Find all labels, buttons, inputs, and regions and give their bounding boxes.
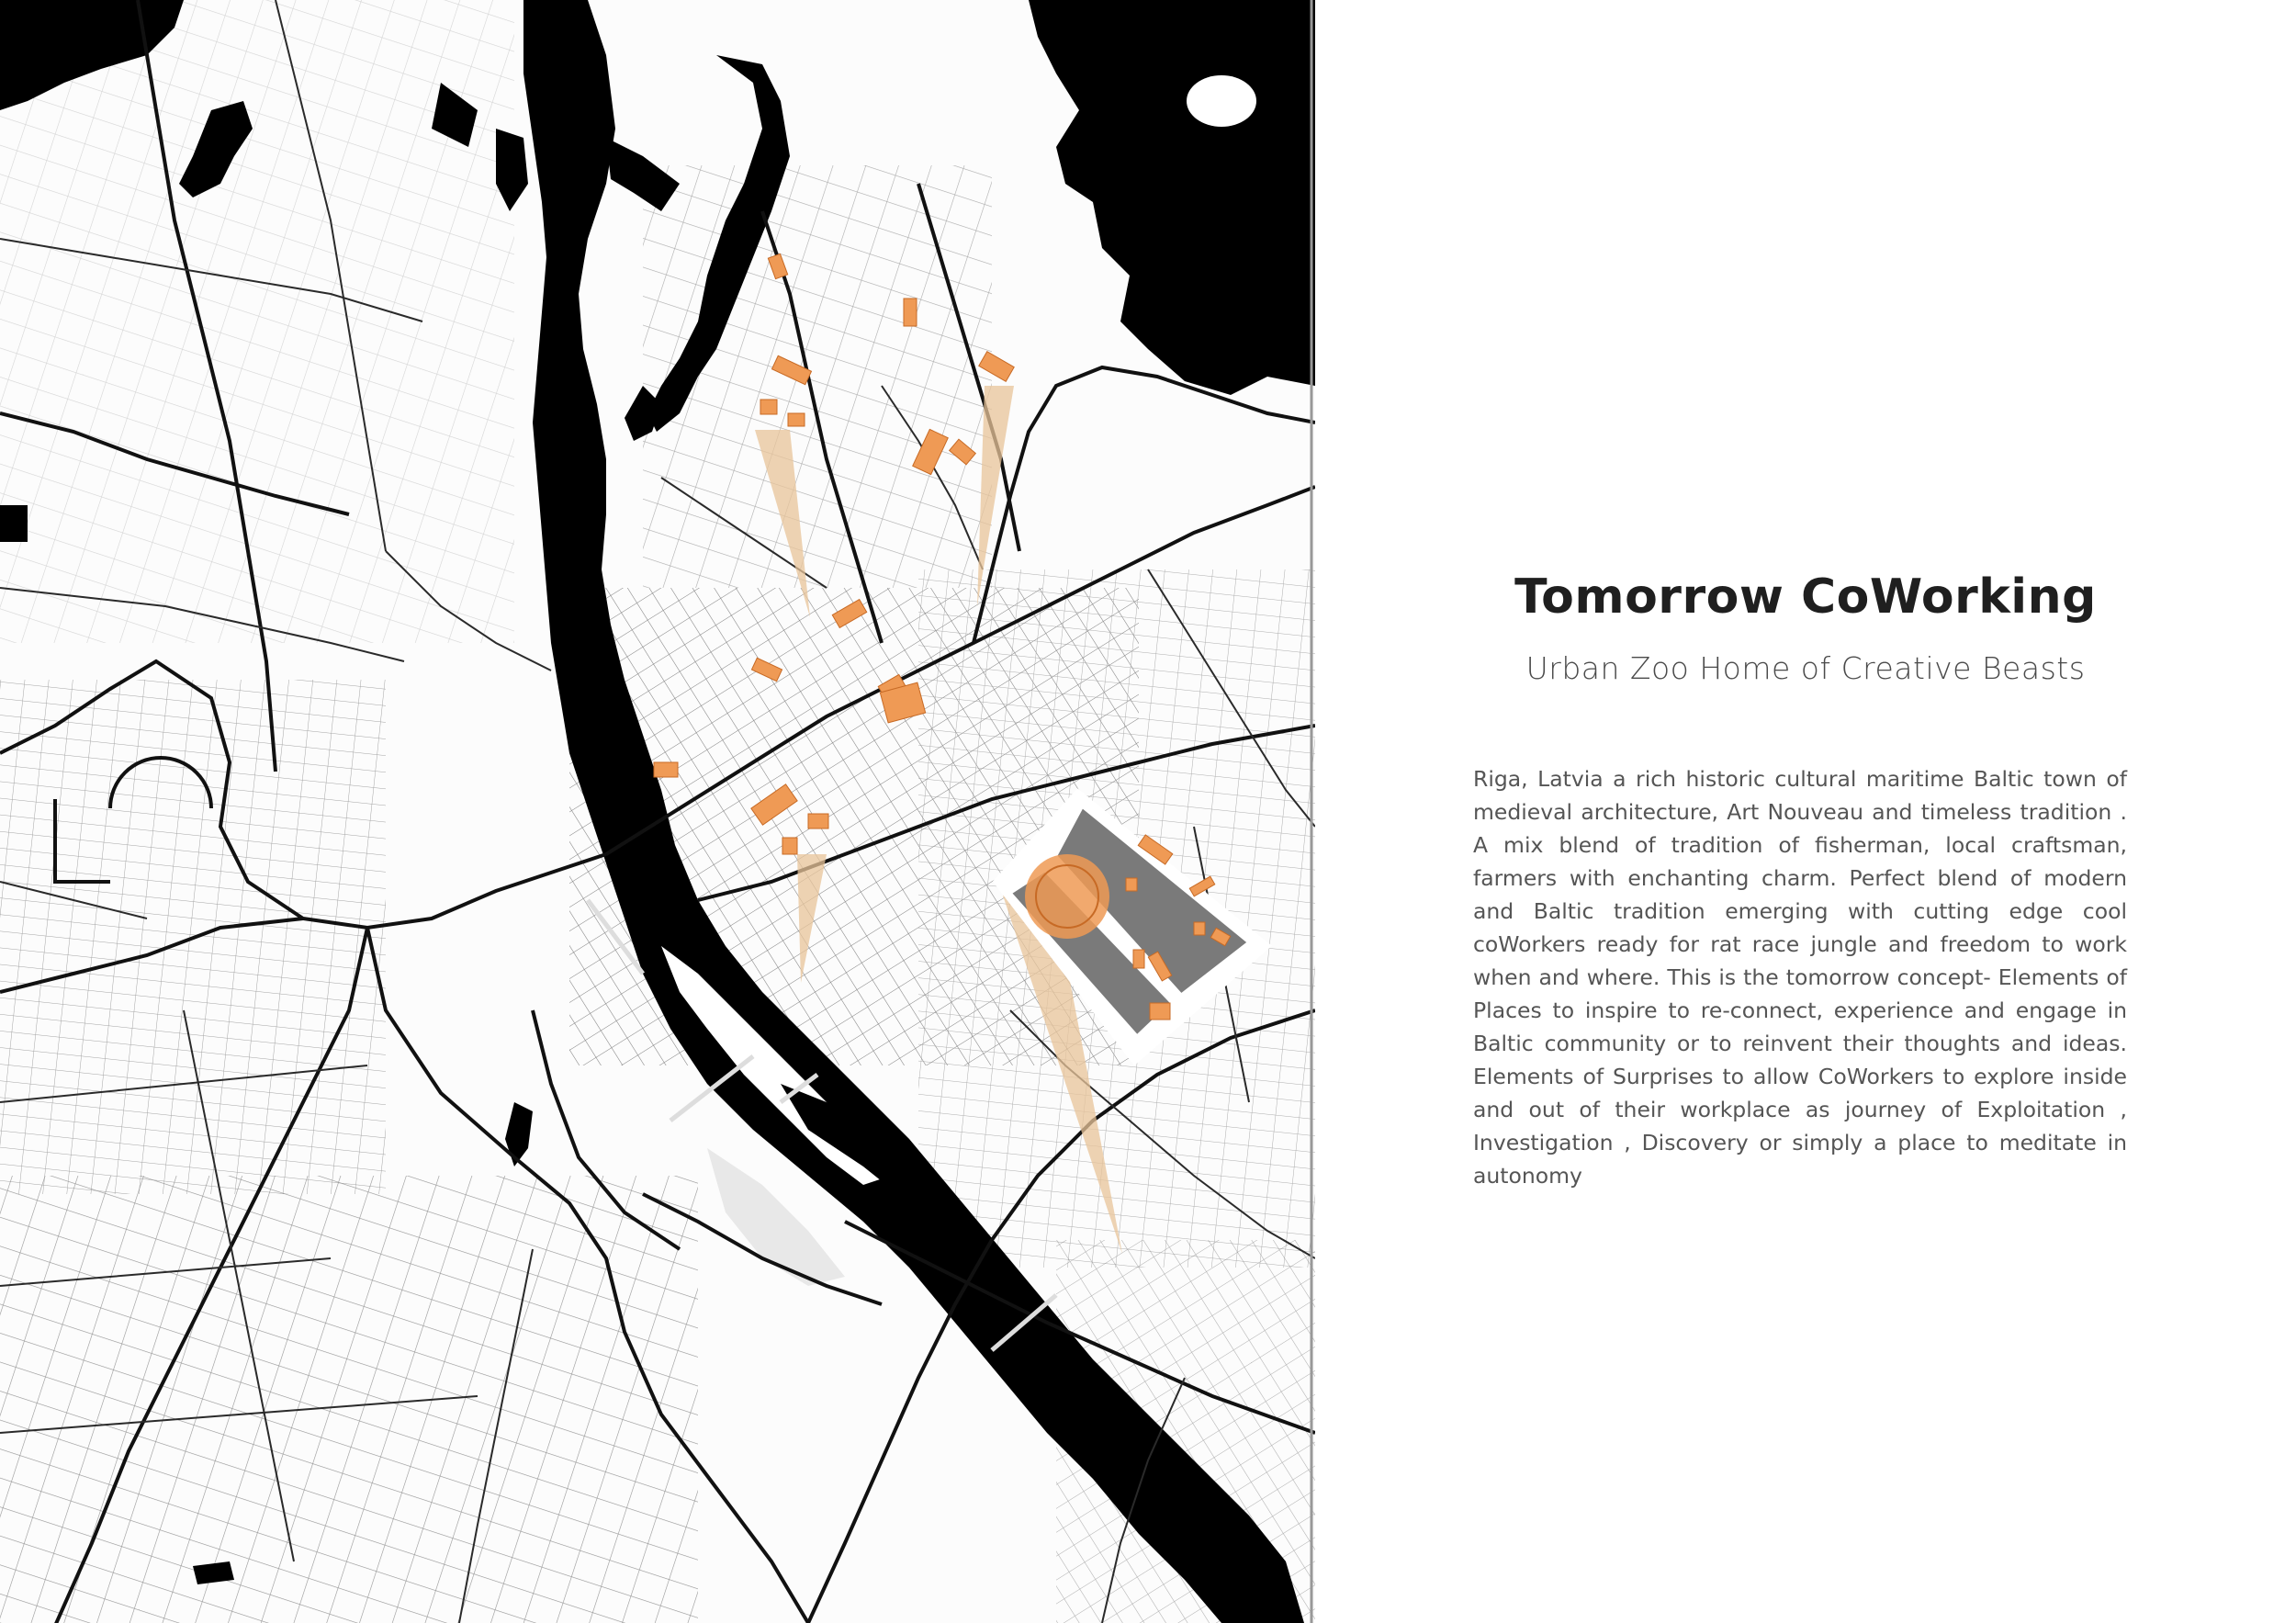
poster-title: Tomorrow CoWorking xyxy=(1514,569,2097,625)
description-paragraph: Riga, Latvia a rich historic cultural maritime Baltic town of medieval architecture, Art Nouveau and timeless tradition . A mix blend of tradition of fisherman, local craftsman, farmers with enchanting charm. Perfect blend of modern and Baltic tradition emerging with cutting edge cool coWorkers ready for rat race jungle and freedom to work when and where. This is the tomorrow concept- Elements of Places to inspire to re-connect, experience and engage in Baltic community or to reinvent their thoughts and ideas. Elements of Surprises to allow CoWorkers to explore inside and out of their workplace as journey of Exploitation , Investigation , Discovery or simply a place to meditate in autonomy xyxy=(1473,766,2127,1189)
poster-subtitle: Urban Zoo Home of Creative Beasts xyxy=(1525,650,2086,686)
text-panel xyxy=(1315,0,2296,1623)
